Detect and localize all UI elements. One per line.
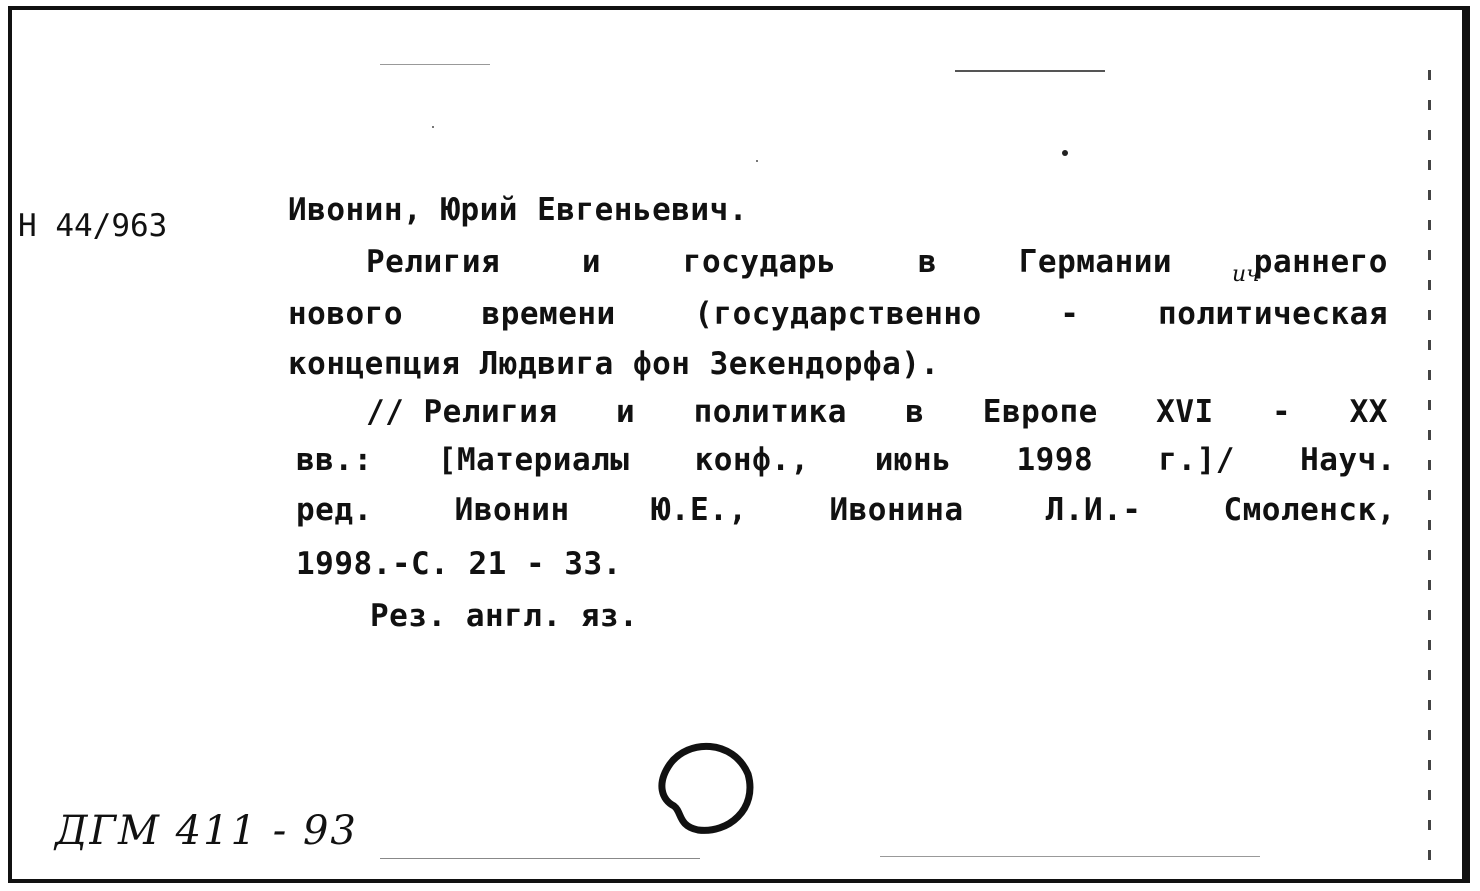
shelfmark: Н 44/963 [18, 208, 168, 244]
word: политика [693, 394, 847, 430]
word: политическая [1158, 296, 1388, 332]
source-line-2 [296, 442, 1396, 478]
word: Ю.Е., [651, 492, 748, 528]
scan-mark [380, 64, 490, 65]
word: г.]/ [1158, 442, 1235, 478]
word: конф., [694, 442, 810, 478]
word: (государственно [694, 296, 982, 332]
word: Религия [366, 244, 501, 280]
scan-mark [380, 858, 700, 859]
word: раннего [1253, 244, 1388, 280]
word: Ивонин [454, 492, 570, 528]
author: Ивонин, Юрий Евгеньевич. [288, 192, 748, 228]
scan-speck [756, 160, 758, 162]
word: XX [1349, 394, 1388, 430]
scan-speck [432, 126, 434, 128]
source-line-4: 1998.-С. 21 - 33. [296, 546, 622, 582]
source-line-1 [288, 394, 1388, 430]
word: [Материалы [437, 442, 630, 478]
scan-dot [1062, 150, 1068, 156]
word: государь [682, 244, 837, 280]
handwritten-correction: ич [1232, 262, 1260, 287]
word: времени [481, 296, 616, 332]
word: XVI [1156, 394, 1214, 430]
word: // Религия [366, 394, 558, 430]
punched-hole-icon [648, 734, 758, 844]
word: ред. [296, 492, 373, 528]
word: Европе [982, 394, 1098, 430]
word: и [616, 394, 636, 430]
title-line-1 [288, 244, 1388, 280]
scan-mark [955, 70, 1105, 72]
title-line-3: концепция Людвига фон Зекендорфа). [288, 346, 940, 382]
word: в [905, 394, 925, 430]
word: - [1060, 296, 1080, 332]
word: нового [288, 296, 403, 332]
scan-mark [880, 856, 1260, 857]
word: Смоленск, [1223, 492, 1396, 528]
handwritten-code: ДГМ 411 - 93 [55, 808, 358, 854]
language-note: Рез. англ. яз. [370, 598, 639, 634]
word: вв.: [296, 442, 373, 478]
word: Л.И.- [1045, 492, 1142, 528]
word: июнь [874, 442, 952, 478]
source-line-3 [296, 492, 1396, 528]
word: Ивонина [829, 492, 964, 528]
word: Германии [1018, 244, 1173, 280]
word: и [581, 244, 602, 280]
right-edge-mark [1428, 70, 1431, 870]
word: Науч. [1300, 442, 1396, 478]
word: - [1272, 394, 1292, 430]
title-line-2 [288, 296, 1388, 332]
word: 1998 [1016, 442, 1094, 478]
word: в [917, 244, 938, 280]
